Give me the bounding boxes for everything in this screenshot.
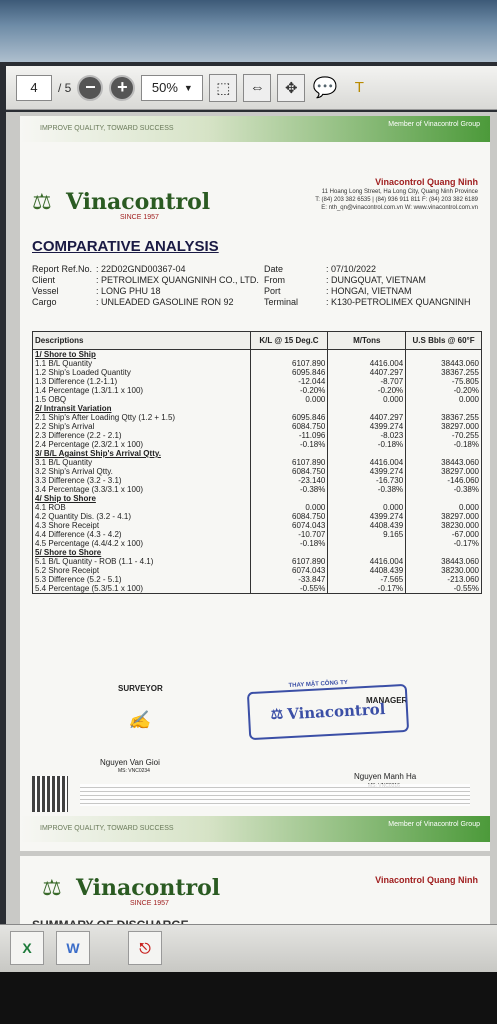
- desc-cell: 5.2 Shore Receipt: [33, 566, 251, 575]
- desc-cell: 2/ Intransit Variation: [33, 404, 251, 413]
- bbls-cell: -146.060: [406, 476, 482, 485]
- kl-cell: -11.096: [250, 431, 328, 440]
- company-stamp: [247, 679, 409, 740]
- col-bbls: U.S Bbls @ 60°F: [406, 332, 482, 350]
- fit-page-icon[interactable]: ⬚: [209, 74, 237, 102]
- scales-icon: ⚖: [32, 189, 52, 214]
- mtons-cell: 4416.004: [328, 359, 406, 368]
- scales-icon: ⚖: [42, 875, 62, 900]
- table-row: [33, 575, 482, 584]
- bbls-cell: -0.20%: [406, 386, 482, 395]
- table-row: [33, 467, 482, 476]
- kl-cell: [250, 449, 328, 458]
- table-row: [33, 494, 482, 503]
- table-row: [33, 548, 482, 557]
- table-row: [33, 359, 482, 368]
- kl-cell: 6074.043: [250, 521, 328, 530]
- page-title: COMPARATIVE ANALYSIS: [32, 238, 219, 255]
- table-row: [33, 431, 482, 440]
- kl-cell: 6084.750: [250, 422, 328, 431]
- company-name: Vinacontrol Quang Ninh: [375, 177, 478, 187]
- kl-cell: 0.000: [250, 395, 328, 404]
- slogan-text: IMPROVE QUALITY, TOWARD SUCCESS: [40, 125, 174, 132]
- table-row: [33, 386, 482, 395]
- kl-cell: 6095.846: [250, 368, 328, 377]
- desc-cell: 1.1 B/L Quantity: [33, 359, 251, 368]
- mtons-cell: 0.000: [328, 395, 406, 404]
- mtons-cell: [328, 449, 406, 458]
- page-total-label: / 5: [58, 80, 72, 95]
- bbls-cell: 38443.060: [406, 359, 482, 368]
- report-value: : 22D02GND00367-04: [96, 264, 186, 274]
- bbls-cell: 38230.000: [406, 521, 482, 530]
- bbls-cell: 0.000: [406, 503, 482, 512]
- document-area[interactable]: [6, 112, 497, 952]
- table-row: [33, 521, 482, 530]
- meta-labels-right: [264, 264, 298, 308]
- footer-slogan: IMPROVE QUALITY, TOWARD SUCCESS: [40, 825, 174, 832]
- zoom-in-button[interactable]: +: [109, 75, 135, 101]
- table-row: [33, 368, 482, 377]
- date-value: : 07/10/2022: [326, 264, 377, 274]
- mtons-cell: [328, 404, 406, 413]
- desc-cell: 5.4 Percentage (5.3/5.1 x 100): [33, 584, 251, 594]
- member-text: Member of Vinacontrol Group: [388, 121, 480, 128]
- bbls-cell: 38297.000: [406, 467, 482, 476]
- bbls-cell: 38367.255: [406, 413, 482, 422]
- desc-cell: 4.4 Difference (4.3 - 4.2): [33, 530, 251, 539]
- kl-cell: [250, 350, 328, 360]
- surveyor-label: SURVEYOR: [118, 684, 163, 693]
- page-header-band: [20, 116, 490, 142]
- kl-cell: [250, 494, 328, 503]
- mtons-cell: 9.165: [328, 530, 406, 539]
- mtons-cell: 4407.297: [328, 413, 406, 422]
- desc-cell: 3.4 Percentage (3.3/3.1 x 100): [33, 485, 251, 494]
- pdf-toolbar: [6, 66, 497, 110]
- port-value: : HONGAI, VIETNAM: [326, 286, 412, 296]
- desc-cell: 4.2 Quantity Dis. (3.2 - 4.1): [33, 512, 251, 521]
- bbls-cell: -0.18%: [406, 440, 482, 449]
- desc-cell: 1.3 Difference (1.2-1.1): [33, 377, 251, 386]
- table-row: [33, 584, 482, 594]
- desc-cell: 3.1 B/L Quantity: [33, 458, 251, 467]
- kl-cell: 6074.043: [250, 566, 328, 575]
- mtons-cell: 4416.004: [328, 458, 406, 467]
- table-body: [33, 350, 482, 594]
- taskbar: [0, 924, 497, 972]
- kl-cell: -0.20%: [250, 386, 328, 395]
- table-row: [33, 476, 482, 485]
- kl-cell: [250, 548, 328, 557]
- vinacontrol-logo: [32, 188, 211, 221]
- table-row: [33, 530, 482, 539]
- kl-cell: 6107.890: [250, 557, 328, 566]
- full-screen-icon[interactable]: ✥: [277, 74, 305, 102]
- desc-cell: 2.4 Percentage (2.3/2.1 x 100): [33, 440, 251, 449]
- table-row: [33, 503, 482, 512]
- kl-cell: -12.044: [250, 377, 328, 386]
- table-header-row: [33, 332, 482, 350]
- table-row: [33, 539, 482, 548]
- desc-cell: 4.1 ROB: [33, 503, 251, 512]
- kl-cell: 6095.846: [250, 413, 328, 422]
- table-row: [33, 449, 482, 458]
- company-name-2: Vinacontrol Quang Ninh: [375, 875, 478, 885]
- table-row: [33, 350, 482, 360]
- desc-cell: 4.5 Percentage (4.4/4.2 x 100): [33, 539, 251, 548]
- kl-cell: 0.000: [250, 503, 328, 512]
- bbls-cell: 38443.060: [406, 458, 482, 467]
- mtons-cell: -0.20%: [328, 386, 406, 395]
- cargo-value: : UNLEADED GASOLINE RON 92: [96, 297, 234, 307]
- bbls-cell: [406, 449, 482, 458]
- from-label: From: [264, 275, 285, 285]
- bbls-cell: [406, 494, 482, 503]
- table-row: [33, 404, 482, 413]
- since-text-2: SINCE 1957: [130, 900, 169, 907]
- mtons-cell: 4407.297: [328, 368, 406, 377]
- mtons-cell: [328, 548, 406, 557]
- mtons-cell: 4408.439: [328, 566, 406, 575]
- bbls-cell: 38367.255: [406, 368, 482, 377]
- bbls-cell: -67.000: [406, 530, 482, 539]
- kl-cell: 6107.890: [250, 359, 328, 368]
- page-number-input[interactable]: 4: [16, 75, 52, 101]
- terminal-value: : K130-PETROLIMEX QUANGNINH: [326, 297, 471, 307]
- col-mtons: M/Tons: [328, 332, 406, 350]
- footer-member: Member of Vinacontrol Group: [388, 821, 480, 828]
- surveyor-signature: ✍: [128, 710, 151, 730]
- mtons-cell: -0.18%: [328, 440, 406, 449]
- mtons-cell: 0.000: [328, 503, 406, 512]
- bbls-cell: -213.060: [406, 575, 482, 584]
- mtons-cell: 4416.004: [328, 557, 406, 566]
- chevron-down-icon: ▼: [183, 82, 193, 93]
- zoom-level-value: 50%: [151, 80, 178, 95]
- stamp-scales-icon: ⚖: [270, 706, 284, 723]
- kl-cell: [250, 404, 328, 413]
- kl-cell: -0.38%: [250, 485, 328, 494]
- mtons-cell: 4399.274: [328, 467, 406, 476]
- report-label: Report Ref.No.: [32, 264, 93, 274]
- terminal-label: Terminal: [264, 297, 299, 307]
- bbls-cell: [406, 548, 482, 557]
- bbls-cell: -0.38%: [406, 485, 482, 494]
- stamp-brand: Vinacontrol: [286, 700, 386, 724]
- since-text: SINCE 1957: [120, 214, 159, 221]
- from-value: : DUNGQUAT, VIETNAM: [326, 275, 426, 285]
- table-row: [33, 395, 482, 404]
- mtons-cell: -8.707: [328, 377, 406, 386]
- mtons-cell: 4399.274: [328, 422, 406, 431]
- cargo-label: Cargo: [32, 297, 57, 307]
- monitor-bottom-bezel: [0, 972, 497, 1024]
- col-kl: K/L @ 15 Deg.C: [250, 332, 328, 350]
- desc-cell: 5.3 Difference (5.2 - 5.1): [33, 575, 251, 584]
- mtons-cell: -16.730: [328, 476, 406, 485]
- bbls-cell: 0.000: [406, 395, 482, 404]
- manager-label: MANAGER: [366, 696, 408, 705]
- bbls-cell: [406, 404, 482, 413]
- desc-cell: 5/ Shore to Shore: [33, 548, 251, 557]
- mtons-cell: [328, 539, 406, 548]
- desc-cell: 3.2 Ship's Arrival Qtty.: [33, 467, 251, 476]
- meta-labels-left: [32, 264, 92, 308]
- bbls-cell: -0.55%: [406, 584, 482, 594]
- stamp-top-text: THAY MẶT CÔNG TY: [288, 679, 349, 690]
- date-label: Date: [264, 264, 284, 274]
- col-descriptions: Descriptions: [33, 332, 251, 350]
- vinacontrol-logo-2: [42, 874, 221, 907]
- table-row: [33, 440, 482, 449]
- desc-cell: 2.2 Ship's Arrival: [33, 422, 251, 431]
- meta-values-right: [326, 264, 471, 308]
- kl-cell: -33.847: [250, 575, 328, 584]
- vessel-label: Vessel: [32, 286, 59, 296]
- bbls-cell: -70.255: [406, 431, 482, 440]
- zoom-level-select[interactable]: [141, 75, 203, 101]
- table-row: [33, 485, 482, 494]
- mtons-cell: 4399.274: [328, 512, 406, 521]
- desc-cell: 3/ B/L Against Ship's Arrival Qtty.: [33, 449, 251, 458]
- client-label: Client: [32, 275, 56, 285]
- port-label: Port: [264, 286, 281, 296]
- table-row: [33, 566, 482, 575]
- mtons-cell: 4408.439: [328, 521, 406, 530]
- word-app-icon[interactable]: W: [56, 931, 90, 965]
- table-row: [33, 422, 482, 431]
- desc-cell: 1.4 Percentage (1.3/1.1 x 100): [33, 386, 251, 395]
- bbls-cell: 38443.060: [406, 557, 482, 566]
- surveyor-name: Nguyen Van Gioi: [100, 758, 160, 767]
- desc-cell: 2.3 Difference (2.2 - 2.1): [33, 431, 251, 440]
- qr-code: [32, 776, 68, 812]
- brand-name-2: Vinacontrol: [76, 875, 221, 901]
- client-value: : PETROLIMEX QUANGNINH CO., LTD.: [96, 275, 259, 285]
- desc-cell: 1.2 Ship's Loaded Quantity: [33, 368, 251, 377]
- bbls-cell: 38297.000: [406, 422, 482, 431]
- kl-cell: 6084.750: [250, 467, 328, 476]
- desc-cell: 4.3 Shore Receipt: [33, 521, 251, 530]
- bbls-cell: 38230.000: [406, 566, 482, 575]
- pdf-page: [20, 116, 490, 851]
- bbls-cell: [406, 350, 482, 360]
- mtons-cell: -8.023: [328, 431, 406, 440]
- zoom-out-button[interactable]: −: [77, 75, 103, 101]
- fit-width-icon[interactable]: ⇔: [243, 74, 271, 102]
- table-row: [33, 377, 482, 386]
- mtons-cell: -0.38%: [328, 485, 406, 494]
- mtons-cell: -7.565: [328, 575, 406, 584]
- desc-cell: 2.1 Ship's After Loading Qtty (1.2 + 1.5): [33, 413, 251, 422]
- desc-cell: 5.1 B/L Quantity - ROB (1.1 - 4.1): [33, 557, 251, 566]
- bbls-cell: -0.17%: [406, 539, 482, 548]
- table-row: [33, 512, 482, 521]
- kl-cell: -0.18%: [250, 539, 328, 548]
- company-web: E: nth_qn@vinacontrol.com.vn W: www.vinacontrol.com.vn: [321, 205, 478, 211]
- surveyor-id: MS: VNC0234: [118, 768, 150, 774]
- monitor-bezel: [0, 0, 497, 62]
- desc-cell: 1.5 OBQ: [33, 395, 251, 404]
- company-address: 11 Hoang Long Street, Ha Long City, Quang Ninh Province: [321, 189, 478, 195]
- desc-cell: 3.3 Difference (3.2 - 3.1): [33, 476, 251, 485]
- kl-cell: -10.707: [250, 530, 328, 539]
- table-row: [33, 458, 482, 467]
- fine-print: [80, 784, 470, 806]
- kl-cell: 6107.890: [250, 458, 328, 467]
- manager-name: Nguyen Manh Ha: [354, 772, 417, 781]
- kl-cell: 6084.750: [250, 512, 328, 521]
- desc-cell: 1/ Shore to Ship: [33, 350, 251, 360]
- pdf-reader-app-icon[interactable]: ⎋: [128, 931, 162, 965]
- company-phones: T: (84) 203 382 6535 | (84) 936 911 811 F: (84) 203 382 6189: [315, 197, 478, 203]
- kl-cell: -23.140: [250, 476, 328, 485]
- kl-cell: -0.55%: [250, 584, 328, 594]
- mtons-cell: [328, 350, 406, 360]
- mtons-cell: -0.17%: [328, 584, 406, 594]
- page-footer-band: [20, 816, 490, 842]
- table-row: [33, 413, 482, 422]
- company-info-2: [375, 876, 478, 886]
- excel-app-icon[interactable]: X: [10, 931, 44, 965]
- vessel-value: : LONG PHU 18: [96, 286, 161, 296]
- desc-cell: 4/ Ship to Shore: [33, 494, 251, 503]
- meta-values-left: [96, 264, 259, 308]
- bbls-cell: 38297.000: [406, 512, 482, 521]
- bbls-cell: -75.805: [406, 377, 482, 386]
- table-row: [33, 557, 482, 566]
- company-info: [315, 178, 478, 212]
- comparative-table: [32, 331, 482, 594]
- brand-name: Vinacontrol: [66, 189, 211, 215]
- kl-cell: -0.18%: [250, 440, 328, 449]
- comment-icon[interactable]: 💬: [312, 77, 338, 99]
- highlight-text-icon[interactable]: T: [354, 79, 364, 96]
- mtons-cell: [328, 494, 406, 503]
